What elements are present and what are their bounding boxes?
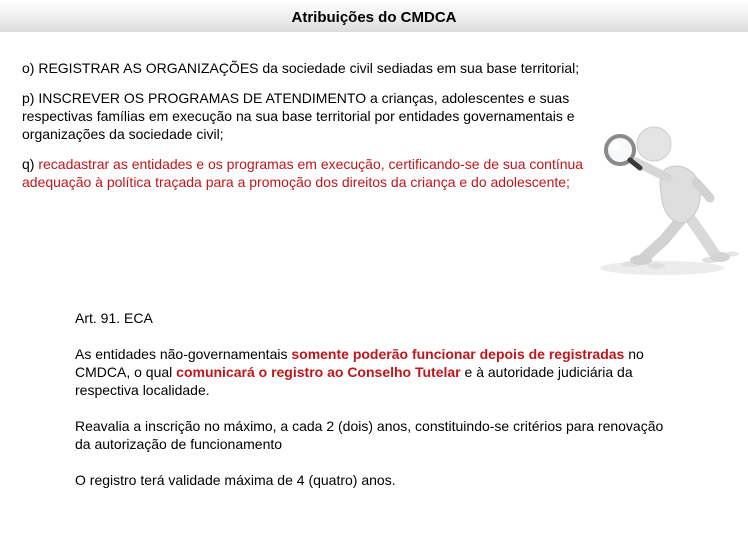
magnifier-figure-icon: [592, 108, 748, 278]
title-bar: [0, 0, 748, 32]
article-paragraph-3: O registro terá validade máxima de 4 (quatro) anos.: [75, 472, 396, 488]
article-91: [75, 309, 675, 507]
item-q-text: recadastrar as entidades e os programas em execução, certificando-se de sua contínua adequação à política traçada para a promoção dos direitos da criança e do adolescente;: [22, 156, 584, 190]
item-q: [22, 155, 612, 191]
article-paragraph-2: Reavalia a inscrição no máximo, a cada 2 (dois) anos, constituindo-se critérios para renovação da autorização de funcionamento: [75, 418, 664, 452]
article-heading: Art. 91. ECA: [75, 310, 153, 326]
item-o-bold: o) REGISTRAR AS ORGANIZAÇÕES: [22, 60, 259, 76]
attributions-list: [22, 59, 612, 203]
item-o-end: ;: [575, 60, 580, 76]
item-o: [22, 59, 612, 77]
item-p: [22, 89, 612, 143]
article-paragraph-1: [75, 345, 675, 399]
article-p1-text-1: As entidades não-governamentais: [75, 346, 292, 362]
item-p-bold: p) INSCREVER OS PROGRAMAS DE ATENDIMENTO: [22, 90, 367, 106]
article-p1-highlight-1: somente poderão funcionar depois de registradas: [291, 346, 625, 362]
item-q-label: q): [22, 156, 35, 172]
item-o-text: da sociedade civil sediadas em sua base territorial: [258, 60, 576, 76]
article-p1-text-2: no CMDCA, o qual: [75, 346, 644, 380]
item-p-text: a crianças, adolescentes e suas respectivas famílias em execução na sua base territorial por entidades governamentais e organizações da sociedade civil;: [22, 90, 575, 142]
article-p1-text-3: e à autoridade judiciária da respectiva localidade.: [75, 364, 633, 398]
article-p1-highlight-2: comunicará o registro ao Conselho Tutelar: [176, 364, 461, 380]
page-title: Atribuições do CMDCA: [291, 9, 457, 26]
